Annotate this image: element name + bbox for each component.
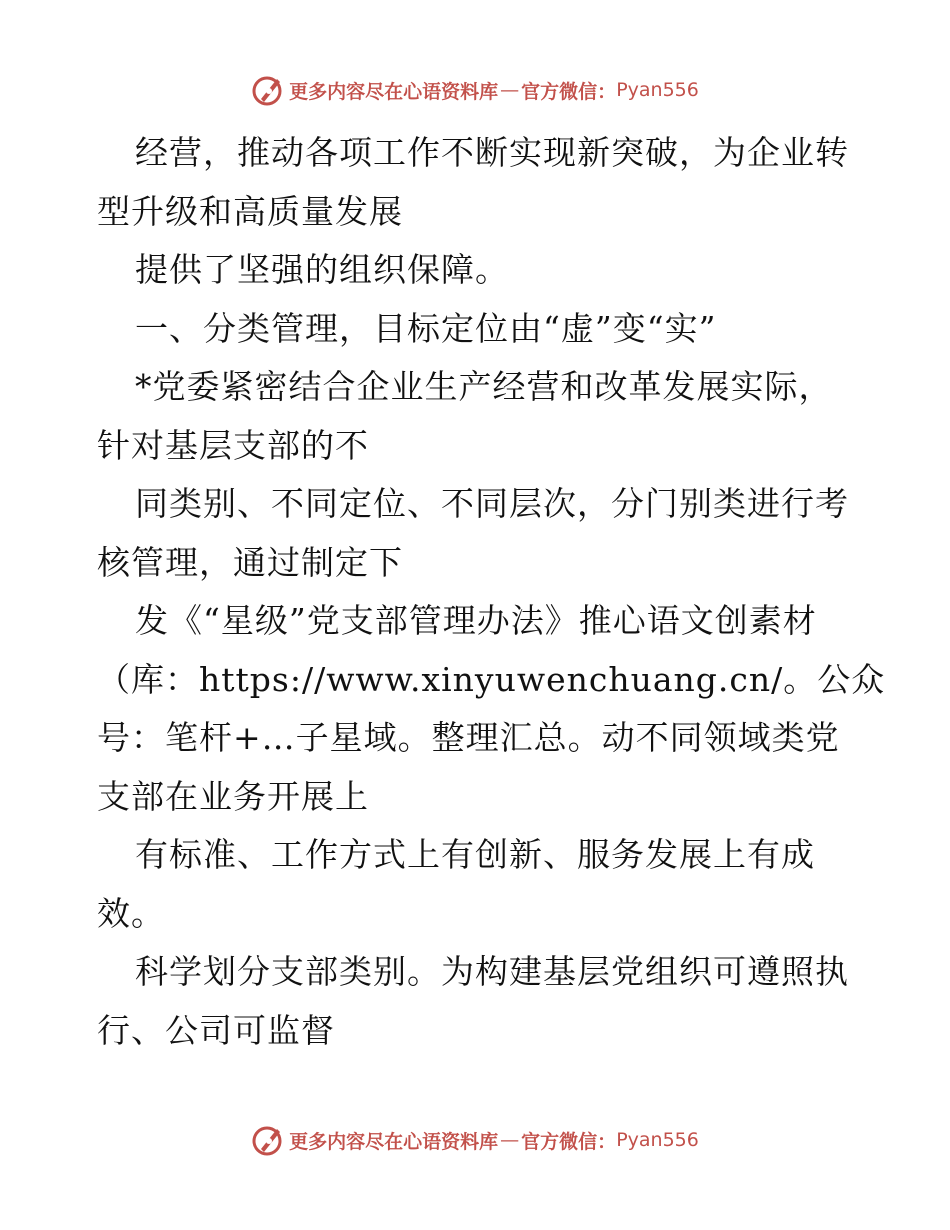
body-line: 核管理，通过制定下 — [97, 542, 403, 582]
pen-logo-icon — [251, 73, 285, 107]
body-line: *党委紧密结合企业生产经营和改革发展实际， — [135, 367, 833, 406]
header-watermark — [0, 70, 950, 110]
watermark-wechat-id: Pyan556 — [616, 79, 699, 101]
watermark-text: 更多内容尽在心语资料库 — [289, 80, 499, 103]
body-line: 经营，推动各项工作不断实现新突破，为企业转 — [135, 133, 849, 172]
body-line: 行、公司可监督 — [97, 1010, 335, 1050]
body-line: （库：https://www.xinyuwenchuang.cn/。公众 — [97, 659, 886, 699]
watermark-wechat-id: Pyan556 — [616, 1129, 699, 1151]
body-line: 科学划分支部类别。为构建基层党组织可遵照执 — [135, 952, 849, 991]
body-line: 型升级和高质量发展 — [97, 191, 403, 231]
body-line: 针对基层支部的不 — [97, 425, 369, 465]
body-line: 发《“星级”党支部管理办法》推心语文创素材 — [135, 601, 817, 640]
body-line: 号：笔杆+…子星域。整理汇总。动不同领域类党 — [97, 718, 840, 757]
body-line: 有标准、工作方式上有创新、服务发展上有成 — [135, 835, 815, 874]
watermark-dash: — — [500, 1129, 520, 1151]
body-line: 提供了坚强的组织保障。 — [135, 250, 509, 289]
body-line: 支部在业务开展上 — [97, 776, 369, 816]
watermark-official-label: 官方微信： — [521, 1130, 617, 1153]
pen-logo-icon — [251, 1123, 285, 1157]
document-body — [97, 124, 886, 1060]
body-line: 效。 — [97, 893, 165, 933]
watermark-official-label: 官方微信： — [521, 80, 617, 103]
section-heading: 一、分类管理，目标定位由“虚”变“实” — [135, 308, 717, 348]
footer-watermark — [0, 1120, 950, 1160]
body-line: 同类别、不同定位、不同层次，分门别类进行考 — [135, 484, 849, 523]
watermark-text: 更多内容尽在心语资料库 — [289, 1130, 499, 1153]
watermark-dash: — — [500, 79, 520, 101]
